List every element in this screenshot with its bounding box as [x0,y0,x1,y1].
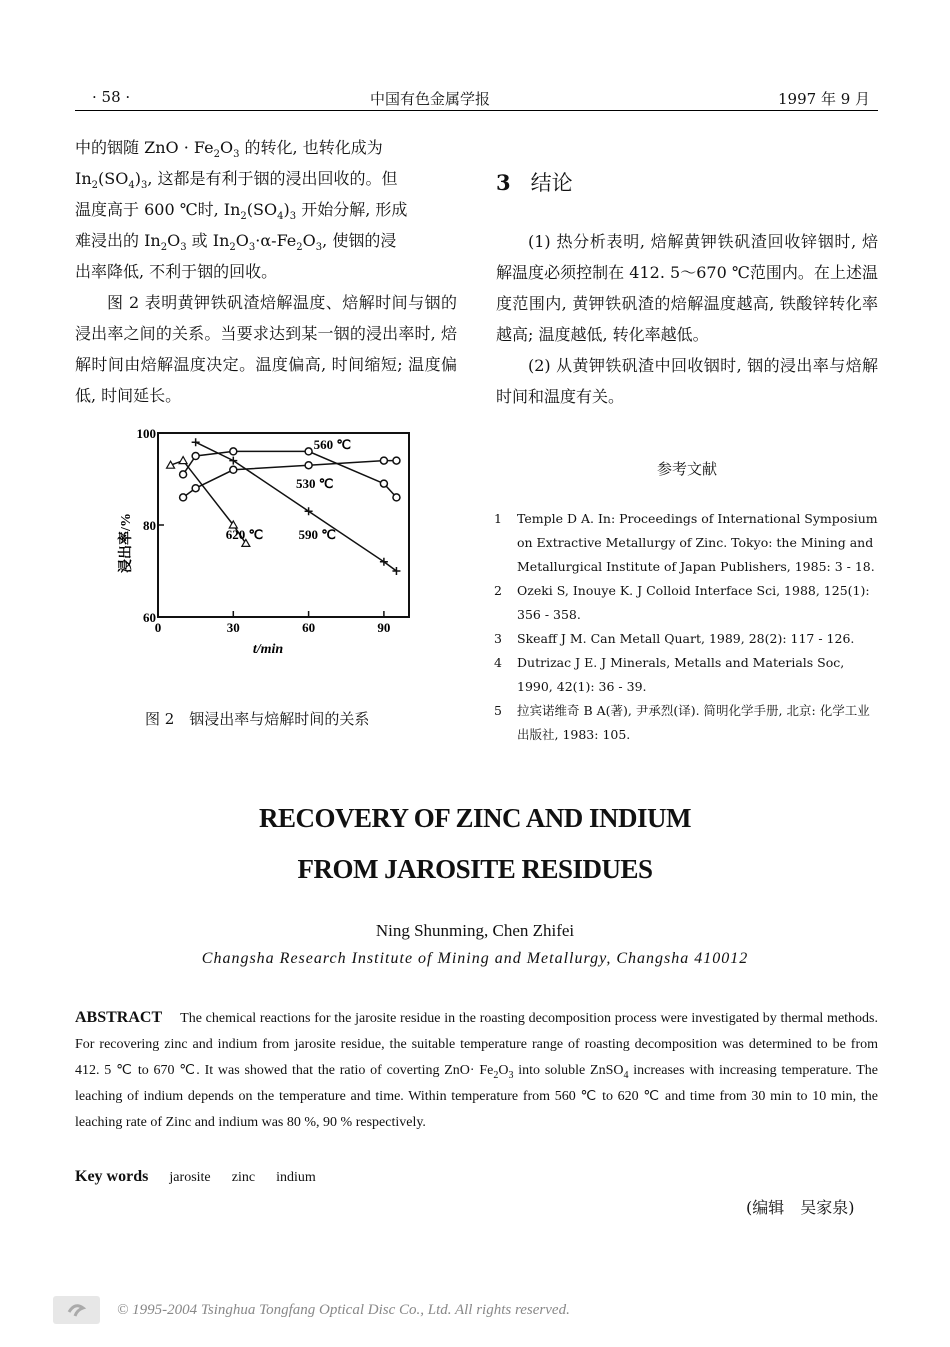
issue-date: 1997 年 9 月 [778,90,871,108]
reference-list [494,507,878,747]
reference-number: 5 [494,703,502,718]
y-tick-label: 100 [136,426,156,441]
keyword: jarosite [169,1170,211,1185]
logo-swirl-icon [53,1296,100,1324]
x-tick-label: 0 [154,620,162,635]
publisher-logo [53,1296,100,1324]
data-point [192,438,200,446]
header-rule [75,110,878,111]
left-paragraph-2: 图 2 表明黄钾铁矾渣焙解温度、焙解时间与铟的浸出率之间的关系。当要求达到某一铟的浸出率时, 焙解时间由焙解温度决定。温度偏高, 时间缩短; 温度偏低, 时间延长。 [75,293,457,405]
x-tick-label: 60 [302,620,316,635]
abstract: ABSTRACT The chemical reactions for the jarosite residue in the roasting decomposition process were investigated by thermal methods. For recovering zinc and indium from jarosite residue, the suitable temperature range of roasting decomposition was determined to be from 412. 5 ℃ to 670 ℃. It was showed that the ratio of coverting $ZnO\cdot Fe_2O_3$ into soluble ZnSO$_4$ increases with increasing temperature. The leaching of indium depends on the temperature and time. Within temperature from 560 ℃ to 620 ℃ and time from 30 min to 10 min, the leaching rate of Zinc and indium was 80 %, 90 % respectively. [75,1009,878,1130]
data-point [305,448,312,455]
editor-credit: (编辑 吴家泉) [746,1198,855,1217]
data-point [393,457,400,464]
plot-frame [158,433,409,617]
keyword: indium [276,1170,316,1185]
conclusions [496,226,878,412]
left-paragraph-1: 中的铟随 ZnO · $Fe_2O_3$ 的转化, 也转化成为 $In_2(SO_4)_3$, 这都是有利于铟的浸出回收的。但 温度高于 600 ℃时, $In_2(SO_4)_3$ 开始分解, 形成 难浸出的 $In_2O_3$ 或 $In_2O_3\cdot\alpha-Fe_2O_3$, 使铟的浸 出率降低, 不利于铟的回收。 [75,138,408,281]
series-line [183,461,396,498]
keywords [75,1166,332,1186]
references-title: 参考文献 [656,460,717,478]
keywords-label: Key words [75,1168,149,1185]
reference-text: Skeaff J M. Can Metall Quart, 1989, 28(2): 117 - 126. [517,631,855,646]
series-label: 620 ℃ [225,526,264,542]
reference-item [494,651,878,699]
y-axis-label: 浸出率/% [119,513,134,573]
data-point [380,480,387,487]
data-point [180,471,187,478]
section-title: 结论 [530,171,573,195]
x-tick-label: 30 [226,620,240,635]
data-point [192,453,199,460]
reference-number: 4 [494,655,502,670]
data-point [179,457,187,464]
reference-number: 2 [494,583,502,598]
english-title-line-2: FROM JAROSITE RESIDUES [297,854,653,884]
x-axis-label: t/min [252,642,284,657]
reference-item [494,627,878,651]
reference-text: Ozeki S, Inouye K. J Colloid Interface Sci, 1988, 125(1): 356 - 358. [517,583,870,622]
data-point [230,448,237,455]
series-label: 590 ℃ [298,526,336,542]
reference-number: 1 [494,511,502,526]
data-point [192,485,199,492]
abstract-label: ABSTRACT [75,1009,163,1026]
y-tick-label: 80 [143,518,156,533]
authors: Ning Shunming, Chen Zhifei [375,921,575,940]
reference-text: Temple D A. In: Proceedings of International Symposium on Extractive Metallurgy of Zinc. Tokyo: the Mining and Metallurgical Institute of Japan Publishers, 1985: 3 - 18. [517,511,878,574]
reference-item [494,579,878,627]
reference-item [494,699,878,747]
series-label: 530 ℃ [296,476,334,492]
left-column-text [75,132,457,411]
section-heading [496,167,573,197]
page-number: · 58 · [92,88,131,106]
data-point [380,457,387,464]
conclusion-1: (1) 热分析表明, 焙解黄钾铁矾渣回收锌铟时, 焙解温度必须控制在 412. 5～670 ℃范围内。在上述温度范围内, 黄钾铁矾渣的焙解温度越高, 铁酸锌转化率越高; 温度越低, 转化率越低。 [496,232,878,344]
section-number: 3 [496,170,511,195]
data-point [305,507,313,515]
reference-item [494,507,878,579]
y-tick-label: 60 [143,610,156,625]
copyright-notice: © 1995-2004 Tsinghua Tongfang Optical Disc Co., Ltd. All rights reserved. [117,1302,570,1318]
reference-text: 拉宾诺维奇 B A(著), 尹承烈(译). 简明化学手册, 北京: 化学工业出版社, 1983: 105. [517,703,870,742]
data-point [305,462,312,469]
data-point [229,457,237,465]
data-point [230,466,237,473]
leaching-rate-chart [100,425,430,665]
reference-text: Dutrizac J E. J Minerals, Metalls and Materials Soc, 1990, 42(1): 36 - 39. [517,655,845,694]
reference-number: 3 [494,631,502,646]
series-line [183,451,396,497]
journal-name: 中国有色金属学报 [369,90,490,108]
series-label: 560 ℃ [313,437,351,453]
x-tick-label: 90 [377,620,391,635]
data-point [180,494,187,501]
english-title-line-1: RECOVERY OF ZINC AND INDIUM [258,803,692,833]
data-point [393,494,400,501]
conclusion-2: (2) 从黄钾铁矾渣中回收铟时, 铟的浸出率与焙解时间和温度有关。 [496,356,878,406]
affiliation: Changsha Research Institute of Mining and Metallurgy, Changsha 410012 [201,950,749,967]
figure-caption: 图 2 铟浸出率与焙解时间的关系 [145,710,370,728]
keyword: zinc [231,1170,256,1185]
